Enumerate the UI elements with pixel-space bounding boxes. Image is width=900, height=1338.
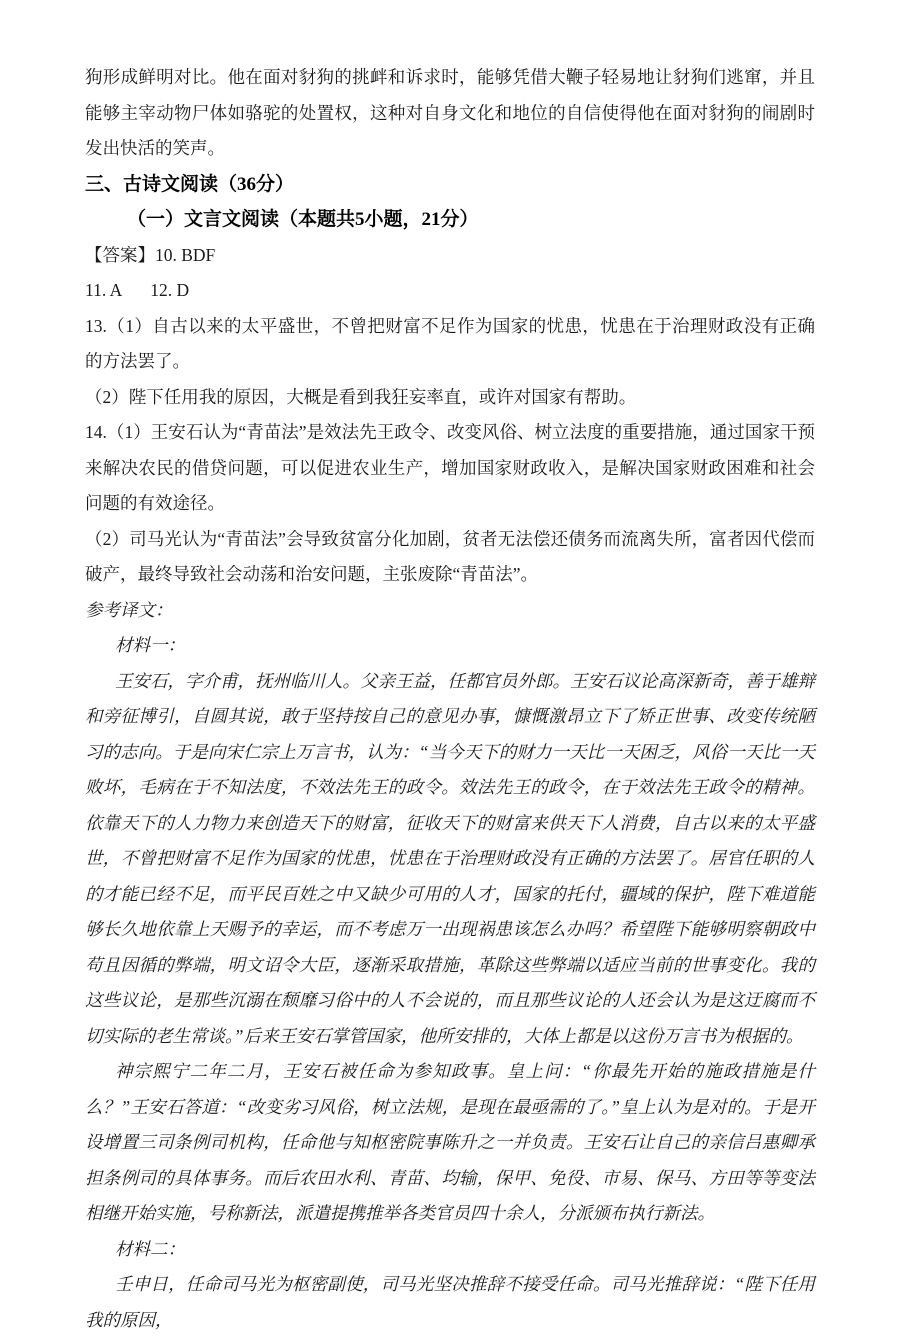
translation-heading: 参考译文： xyxy=(85,593,815,629)
answer-q13-part2: （2）陛下任用我的原因，大概是看到我狂妄率直，或许对国家有帮助。 xyxy=(85,380,815,416)
material1-label: 材料一： xyxy=(85,628,815,664)
answer-q11: 11. A xyxy=(85,280,122,300)
answer-q12: 12. D xyxy=(150,280,189,300)
answer-label: 【答案】 xyxy=(85,245,155,265)
answer-line-q11-q12 xyxy=(85,273,815,309)
material2-label: 材料二： xyxy=(85,1232,815,1268)
intro-continuation-paragraph: 狗形成鲜明对比。他在面对豺狗的挑衅和诉求时，能够凭借大鞭子轻易地让豺狗们逃窜，并且能够主宰动物尸体如骆驼的处置权，这种对自身文化和地位的自信使得他在面对豺狗的闹剧时发出快活的笑声。 xyxy=(85,60,815,167)
material1-paragraph2: 神宗熙宁二年二月，王安石被任命为参知政事。皇上问：“你最先开始的施政措施是什么？”王安石答道：“改变劣习风俗，树立法规，是现在最亟需的了。”皇上认为是对的。于是开设增置三司条例司机构，任命他与知枢密院事陈升之一并负责。王安石让自己的亲信吕惠卿承担条例司的具体事务。而后农田水利、青苗、均输，保甲、免役、市易、保马、方田等等变法相继开始实施，号称新法，派遣提携推举各类官员四十余人，分派颁布执行新法。 xyxy=(85,1054,815,1232)
answer-line-q10 xyxy=(85,238,815,274)
answer-q14-part2: （2）司马光认为“青苗法”会导致贫富分化加剧，贫者无法偿还债务而流离失所，富者因代偿而破产，最终导致社会动荡和治安问题，主张废除“青苗法”。 xyxy=(85,522,815,593)
subsection-heading: （一）文言文阅读（本题共5小题，21分） xyxy=(85,202,815,238)
answer-q13-part1: 13.（1）自古以来的太平盛世，不曾把财富不足作为国家的忧患，忧患在于治理财政没有正确的方法罢了。 xyxy=(85,309,815,380)
reference-translation-section xyxy=(85,593,815,1338)
answer-q10: 10. BDF xyxy=(155,245,215,265)
answer-q14-part1: 14.（1）王安石认为“青苗法”是效法先王政令、改变风俗、树立法度的重要措施，通过国家干预来解决农民的借贷问题，可以促进农业生产，增加国家财政收入，是解决国家财政困难和社会问题的有效途径。 xyxy=(85,415,815,522)
material1-paragraph1: 王安石，字介甫，抚州临川人。父亲王益，任都官员外郎。王安石议论高深新奇，善于雄辩和旁征博引，自圆其说，敢于坚持按自己的意见办事，慷慨激昂立下了矫正世事、改变传统陋习的志向。于是向宋仁宗上万言书，认为：“当今天下的财力一天比一天困乏，风俗一天比一天败坏，毛病在于不知法度，不效法先王的政令。效法先王的政令，在于效法先王政令的精神。依靠天下的人力物力来创造天下的财富，征收天下的财富来供天下人消费，自古以来的太平盛世，不曾把财富不足作为国家的忧患，忧患在于治理财政没有正确的方法罢了。居官任职的人的才能已经不足，而平民百姓之中又缺少可用的人才，国家的托付，疆域的保护，陛下难道能够长久地依靠上天赐予的幸运，而不考虑万一出现祸患该怎么办吗？希望陛下能够明察朝政中苟且因循的弊端，明文诏令大臣，逐渐采取措施，革除这些弊端以适应当前的世事变化。我的这些议论，是那些沉溺在颓靡习俗中的人不会说的，而且那些议论的人还会认为是这迂腐而不切实际的老生常谈。”后来王安石掌管国家，他所安排的，大体上都是以这份万言书为根据的。 xyxy=(85,664,815,1055)
section-heading: 三、古诗文阅读（36分） xyxy=(85,167,815,203)
material2-paragraph1: 壬申日，任命司马光为枢密副使，司马光坚决推辞不接受任命。司马光推辞说：“陛下任用我的原因， xyxy=(85,1267,815,1338)
